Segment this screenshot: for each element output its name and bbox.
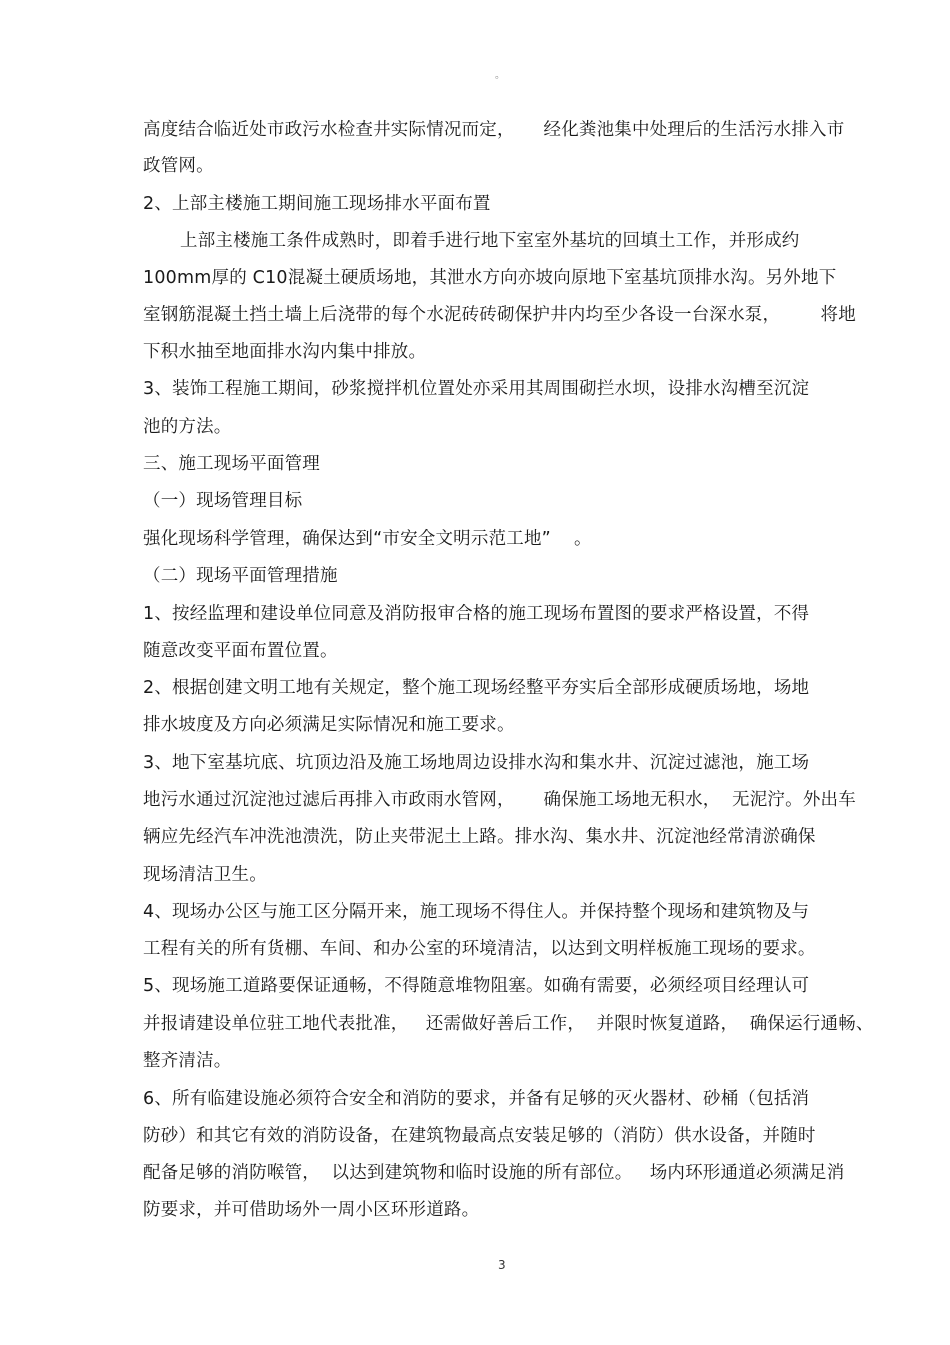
text-line: 高度结合临近处市政污水检查井实际情况而定， 经化粪池集中处理后的生活污水排入市 — [143, 120, 845, 140]
text-line: 上部主楼施工条件成熟时，即着手进行地下室室外基坑的回填土工作，并形成约 — [180, 231, 800, 251]
text-line: 地污水通过沉淀池过滤后再排入市政雨水管网， 确保施工场地无积水， 无泥泞。外出车 — [143, 790, 856, 810]
text-line: 防要求，并可借助场外一周小区环形道路。 — [143, 1200, 480, 1220]
subsection-heading: （二）现场平面管理措施 — [143, 566, 338, 586]
text-line: 随意改变平面布置位置。 — [143, 641, 338, 661]
text-line: 工程有关的所有货棚、车间、和办公室的环境清洁，以达到文明样板施工现场的要求。 — [143, 939, 816, 959]
text-line: 排水坡度及方向必须满足实际情况和施工要求。 — [143, 715, 515, 735]
text-line: 现场清洁卫生。 — [143, 865, 267, 885]
section-heading: 三、施工现场平面管理 — [143, 454, 320, 474]
text-line: 下积水抽至地面排水沟内集中排放。 — [143, 342, 427, 362]
text-line: 2、根据创建文明工地有关规定，整个施工现场经整平夯实后全部形成硬质场地，场地 — [143, 678, 810, 698]
text-line: 防砂）和其它有效的消防设备，在建筑物最高点安装足够的（消防）供水设备，并随时 — [143, 1126, 816, 1146]
header-mark: 。 — [495, 70, 505, 81]
text-line: 4、现场办公区与施工区分隔开来，施工现场不得住人。并保持整个现场和建筑物及与 — [143, 902, 810, 922]
page-number: 3 — [498, 1258, 506, 1272]
text-line: 100mm厚的 C10混凝土硬质场地，其泄水方向亦坡向原地下室基坑顶排水沟。另外地下 — [143, 268, 837, 288]
text-line: 政管网。 — [143, 156, 214, 176]
section-heading: 2、上部主楼施工期间施工现场排水平面布置 — [143, 194, 491, 214]
text-line: 室钢筋混凝土挡土墙上后浇带的每个水泥砖砖砌保护井内均至少各设一台深水泵， 将地 — [143, 305, 856, 325]
text-line: 并报请建设单位驻工地代表批准， 还需做好善后工作， 并限时恢复道路， 确保运行通畅、 — [143, 1014, 874, 1034]
text-line: 3、装饰工程施工期间，砂浆搅拌机位置处亦采用其周围砌拦水坝，设排水沟槽至沉淀 — [143, 379, 810, 399]
text-line: 辆应先经汽车冲洗池溃洗，防止夹带泥土上路。排水沟、集水井、沉淀池经常清淤确保 — [143, 827, 816, 847]
text-line: 强化现场科学管理，确保达到“市安全文明示范工地” 。 — [143, 529, 592, 549]
text-line: 池的方法。 — [143, 417, 232, 437]
text-line: 3、地下室基坑底、坑顶边沿及施工场地周边设排水沟和集水井、沉淀过滤池，施工场 — [143, 753, 810, 773]
subsection-heading: （一）现场管理目标 — [143, 491, 303, 511]
text-line: 6、所有临建设施必须符合安全和消防的要求，并备有足够的灭火器材、砂桶（包括消 — [143, 1089, 810, 1109]
text-line: 配备足够的消防喉管， 以达到建筑物和临时设施的所有部位。 场内环形通道必须满足消 — [143, 1163, 845, 1183]
text-line: 1、按经监理和建设单位同意及消防报审合格的施工现场布置图的要求严格设置，不得 — [143, 604, 810, 624]
text-line: 整齐清洁。 — [143, 1051, 232, 1071]
text-line: 5、现场施工道路要保证通畅，不得随意堆物阻塞。如确有需要，必须经项目经理认可 — [143, 976, 810, 996]
